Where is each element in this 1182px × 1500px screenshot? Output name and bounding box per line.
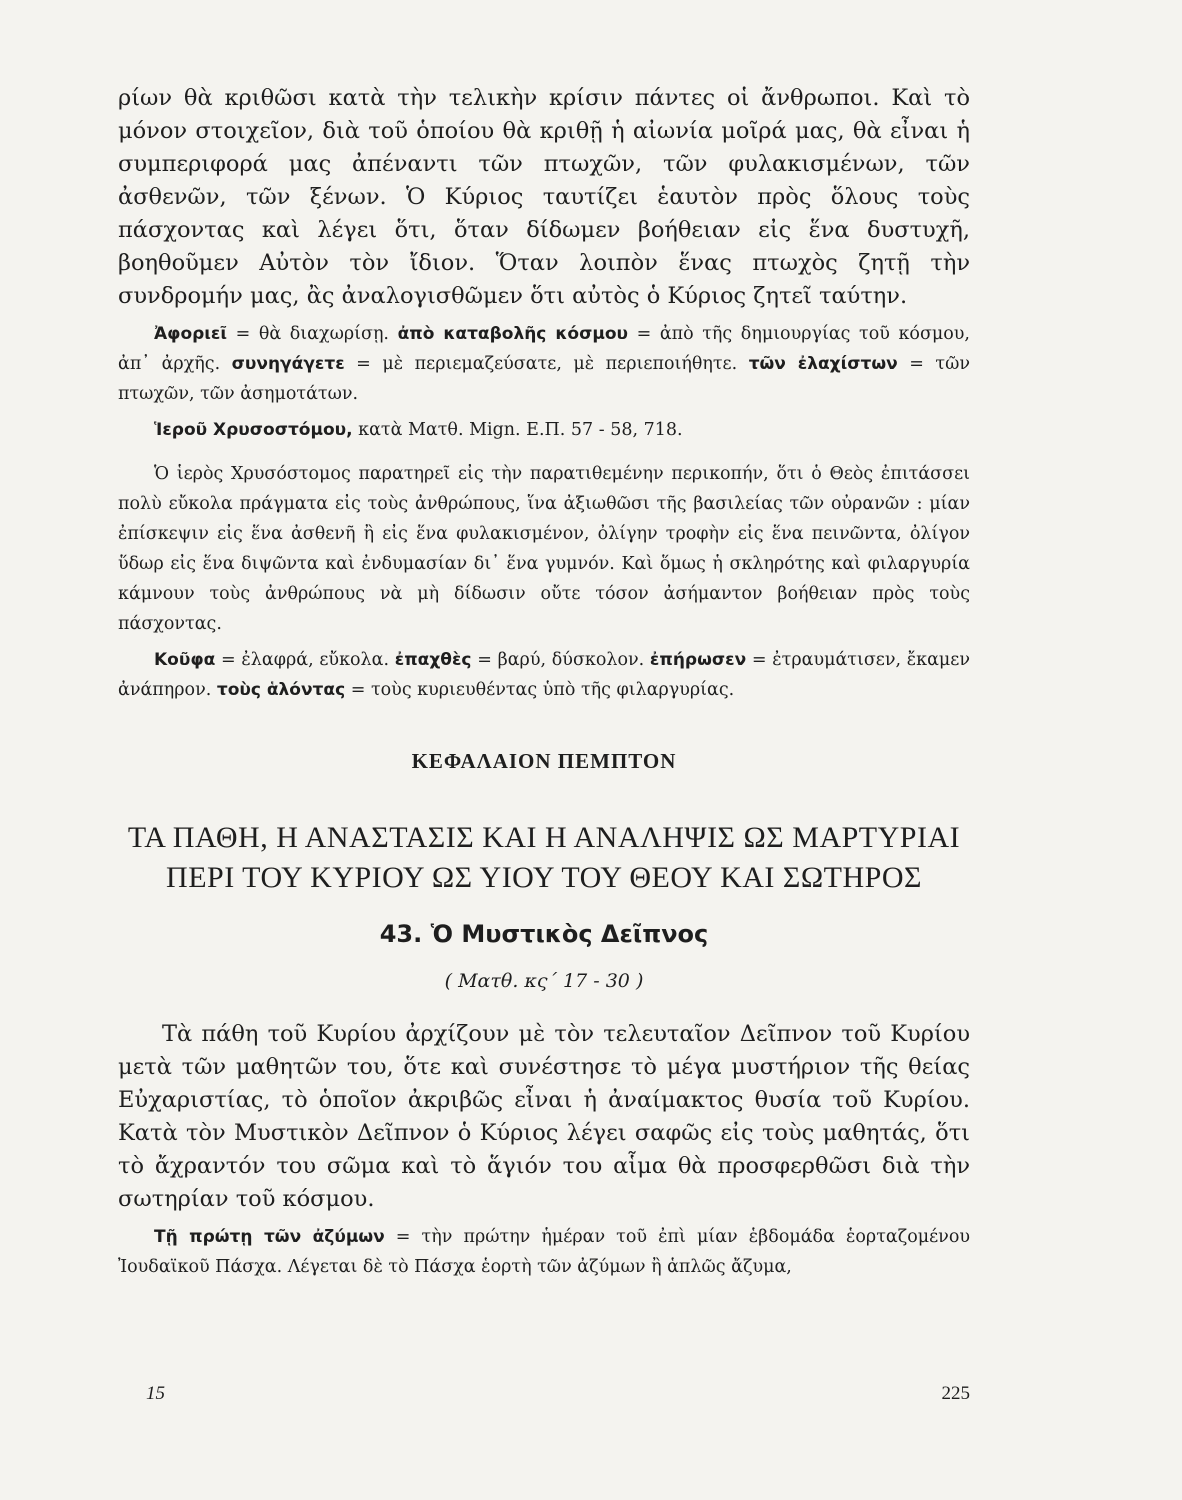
- page-content: [118, 82, 970, 1282]
- glossary-notes: [118, 1222, 970, 1282]
- gloss-term: Κοῦφα: [154, 650, 216, 670]
- gloss-term: ἐπήρωσεν: [649, 650, 747, 670]
- commentary-paragraph: Ὁ ἱερὸς Χρυσόστομος παρατηρεῖ εἰς τὴν παρατιθεμένην περικοπήν, ὅτι ὁ Θεὸς ἐπιτάσσει πολὺ εὔκολα πράγματα εἰς τοὺς ἀνθρώπους, ἵνα ἀξιωθῶσι τῆς βασιλείας τῶν οὐρανῶν : μίαν ἐπίσκεψιν εἰς ἕνα ἀσθενῆ ἢ εἰς ἕνα φυλακισμένον, ὀλίγην τροφὴν εἰς ἕνα πεινῶντα, ὀλίγον ὕδωρ εἰς ἕνα διψῶντα καὶ ἐνδυμασίαν δι᾿ ἕνα γυμνόν. Καὶ ὅμως ἡ σκληρότης καὶ φιλαργυρία κάμνουν τοὺς ἀνθρώπους νὰ μὴ δίδωσιν οὔτε τόσον ἀσήμαντον βοήθειαν πρὸς τοὺς πάσχοντας.: [118, 464, 970, 634]
- gloss-term: τοὺς ἁλόντας: [216, 680, 346, 700]
- source-citation: κατὰ Ματθ. Mign. Ε.Π. 57 - 58, 718.: [352, 420, 683, 440]
- gloss-term: Ἀφοριεῖ: [154, 324, 228, 344]
- gloss-def: = βαρύ, δύσκολον.: [471, 650, 650, 670]
- gloss-term: ἐπαχθὲς: [394, 650, 472, 670]
- source-title: Ἱεροῦ Χρυσοστόμου,: [154, 420, 353, 440]
- chapter-title-line: ΤΑ ΠΑΘΗ, Η ΑΝΑΣΤΑΣΙΣ ΚΑΙ Η ΑΝΑΛΗΨΙΣ ΩΣ ΜΑΡΤΥΡΙΑΙ: [127, 821, 961, 854]
- chapter-title: [118, 818, 970, 898]
- gloss-term: Τῇ πρώτῃ τῶν ἀζύμων: [154, 1227, 385, 1247]
- body-paragraph: ρίων θὰ κριθῶσι κατὰ τὴν τελικὴν κρίσιν πάντες οἱ ἄνθρωποι. Καὶ τὸ μόνον στοιχεῖον, διὰ τοῦ ὁποίου θὰ κριθῇ ἡ αἰωνία μοῖρά μας, θὰ εἶναι ἡ συμπεριφορά μας ἀπέναντι τῶν πτωχῶν, τῶν φυλακισμένων, τῶν ἀσθενῶν, τῶν ξένων. Ὁ Κύριος ταυτίζει ἑαυτὸν πρὸς ὅλους τοὺς πάσχοντας καὶ λέγει ὅτι, ὅταν δίδωμεν βοήθειαν εἰς ἕνα δυστυχῆ, βοηθοῦμεν Αὐτὸν τὸν ἴδιον. Ὅταν λοιπὸν ἕνας πτωχὸς ζητῇ τὴν συνδρομήν μας, ἂς ἀναλογισθῶμεν ὅτι αὐτὸς ὁ Κύριος ζητεῖ ταύτην.: [118, 85, 970, 309]
- gloss-term: συνηγάγετε: [231, 354, 345, 374]
- gloss-def: = μὲ περιεμαζεύσατε, μὲ περιεποιήθητε.: [344, 354, 749, 374]
- gloss-def: = ἐτραυμάτισεν, ἔκαμεν ἀνάπηρον.: [118, 650, 970, 700]
- section-body-paragraph: Τὰ πάθη τοῦ Κυρίου ἀρχίζουν μὲ τὸν τελευταῖον Δεῖπνον τοῦ Κυρίου μετὰ τῶν μαθητῶν του, ὅτε καὶ συνέστησε τὸ μέγα μυστήριον τῆς θείας Εὐχαριστίας, τὸ ὁποῖον ἀκριβῶς εἶναι ἡ ἀναίμακτος θυσία τοῦ Κυρίου. Κατὰ τὸν Μυστικὸν Δεῖπνον ὁ Κύριος λέγει σαφῶς εἰς τοὺς μαθητάς, ὅτι τὸ ἄχραντόν του σῶμα καὶ τὸ ἅγιόν του αἷμα θὰ προσφερθῶσι διὰ τὴν σωτηρίαν τοῦ κόσμου.: [118, 1021, 970, 1212]
- gloss-def: = τὴν πρώτην ἡμέραν τοῦ ἐπὶ μίαν ἑβδομάδα ἑορταζομένου Ἰουδαϊκοῦ Πάσχα. Λέγεται δὲ τὸ Πάσχα ἑορτὴ τῶν ἀζύμων ἢ ἁπλῶς ἄζυμα,: [118, 1227, 970, 1277]
- gloss-def: = θὰ διαχωρίσῃ.: [227, 324, 398, 344]
- section-reference: ( Ματθ. κς΄ 17 - 30 ): [444, 970, 644, 992]
- gloss-term: ἀπὸ καταβολῆς κόσμου: [397, 324, 628, 344]
- gloss-def: = τοὺς κυριευθέντας ὑπὸ τῆς φιλαργυρίας.: [345, 680, 735, 700]
- source-reference: [118, 415, 970, 445]
- section-title: 43. Ὁ Μυστικὸς Δεῖπνος: [379, 920, 709, 948]
- chapter-title-line: ΠΕΡΙ ΤΟΥ ΚΥΡΙΟΥ ΩΣ ΥΙΟΥ ΤΟΥ ΘΕΟΥ ΚΑΙ ΣΩΤΗΡΟΣ: [166, 861, 922, 894]
- chapter-label: ΚΕΦΑΛΑΙΟΝ ΠΕΜΠΤΟΝ: [411, 749, 677, 773]
- glossary-notes: [118, 319, 970, 409]
- gloss-def: = ἀπὸ τῆς δημιουργίας τοῦ κόσμου, ἀπ᾿ ἀρχῆς.: [118, 324, 970, 374]
- page-number: 225: [941, 1383, 970, 1404]
- gloss-term: τῶν ἐλαχίστων: [748, 354, 898, 374]
- gloss-def: = ἐλαφρά, εὔκολα.: [215, 650, 395, 670]
- signature-mark: 15: [146, 1383, 165, 1404]
- gloss-def: = τῶν πτωχῶν, τῶν ἀσημοτάτων.: [118, 354, 970, 404]
- glossary-notes: [118, 645, 970, 705]
